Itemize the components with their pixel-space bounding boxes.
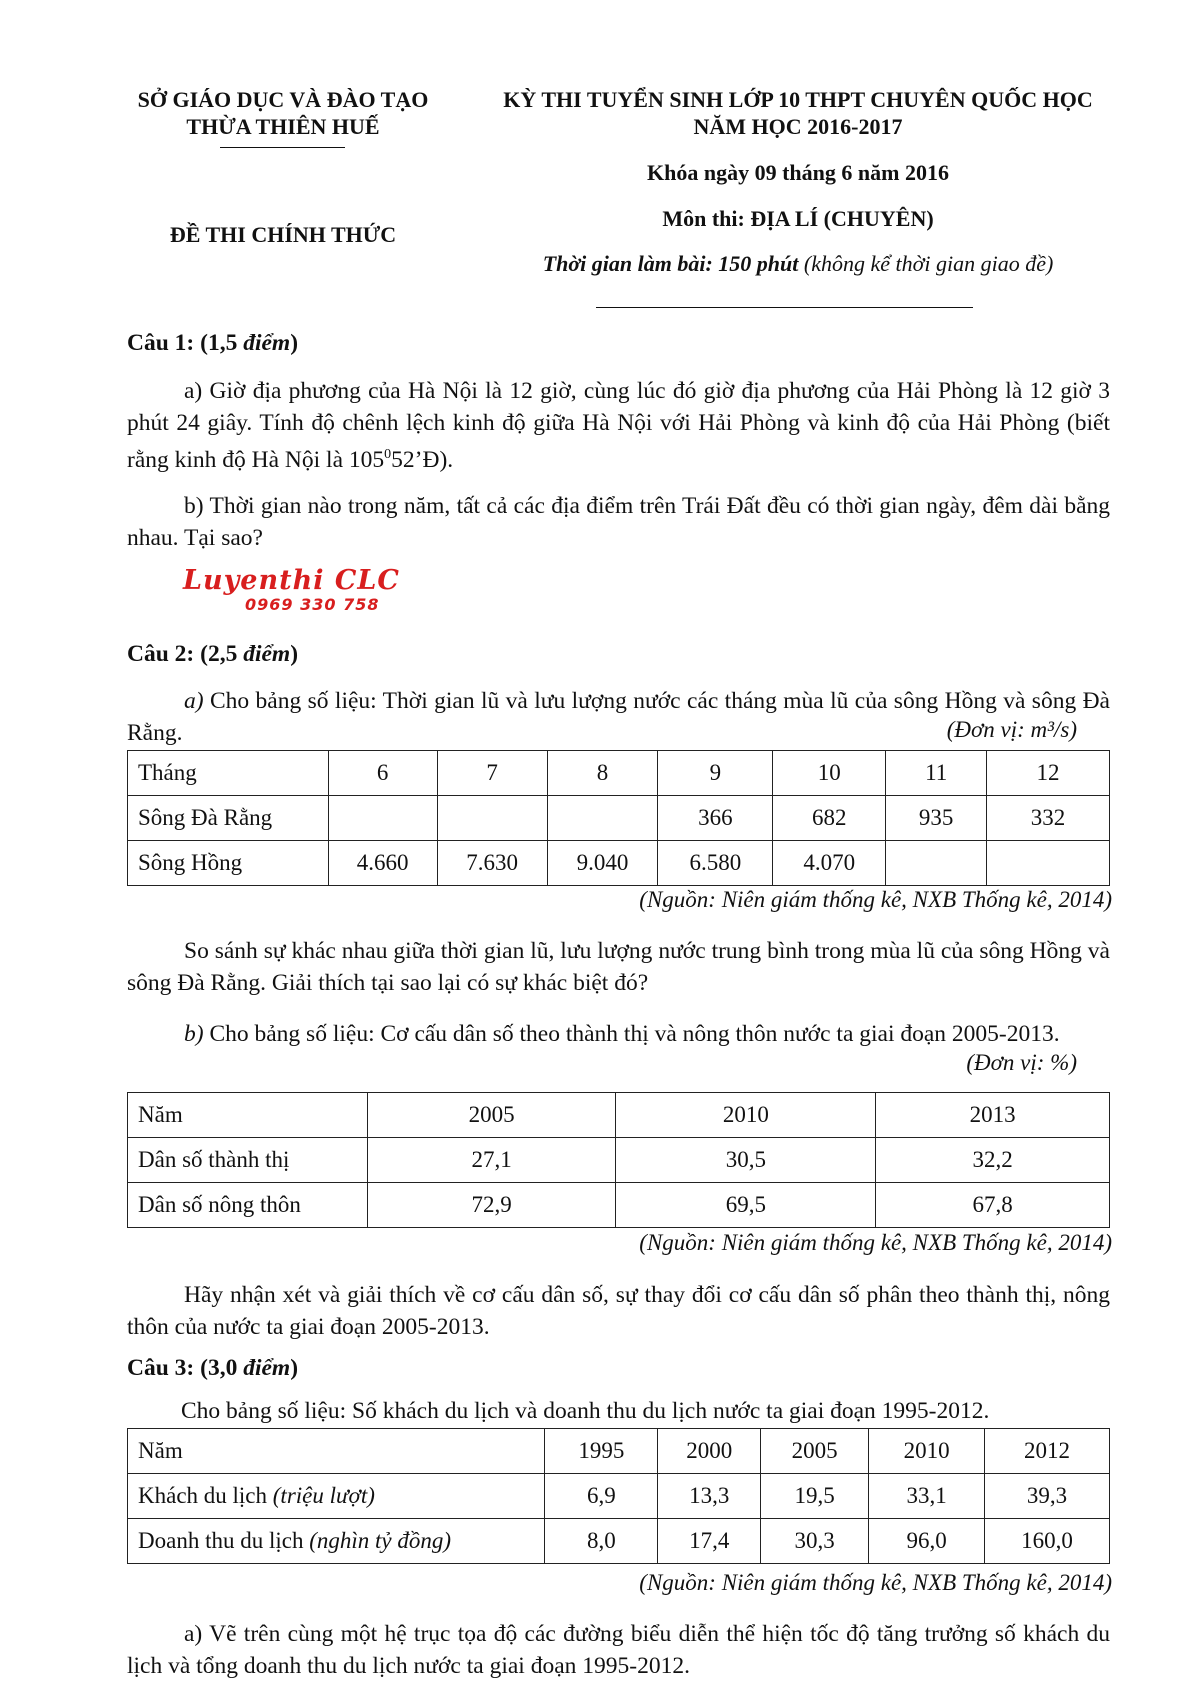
table-header-cell: 7 [437, 751, 547, 796]
question-3-intro: Cho bảng số liệu: Số khách du lịch và doanh thu du lịch nước ta giai đoạn 1995-2012. [181, 1398, 990, 1424]
table-row [128, 1093, 1110, 1138]
table-cell: 13,3 [658, 1474, 761, 1519]
table-row-label: Khách du lịch (triệu lượt) [128, 1474, 545, 1519]
exam-subject: Môn thi: ĐỊA LÍ (CHUYÊN) [662, 206, 934, 231]
table-cell: 160,0 [985, 1519, 1110, 1564]
population-structure-table [127, 1092, 1110, 1228]
school-year: NĂM HỌC 2016-2017 [693, 114, 903, 139]
table-header-cell: 11 [886, 751, 987, 796]
table-cell: 30,3 [761, 1519, 869, 1564]
table-cell: 27,1 [367, 1138, 616, 1183]
official-exam-label: ĐỀ THI CHÍNH THỨC [169, 222, 397, 247]
table-2-source: (Nguồn: Niên giám thống kê, NXB Thống kê, 2014) [639, 1230, 1112, 1255]
table-cell [328, 796, 437, 841]
table-cell: 366 [658, 796, 773, 841]
exam-title: KỲ THI TUYỂN SINH LỚP 10 THPT CHUYÊN QUỐC HỌC [503, 87, 1093, 112]
duration-bold: Thời gian làm bài: 150 phút [542, 251, 799, 276]
table-cell: 8,0 [545, 1519, 658, 1564]
table-cell: 4.070 [773, 841, 886, 886]
question-2a-question: So sánh sự khác nhau giữa thời gian lũ, lưu lượng nước trung bình trong mùa lũ của sông Hồng và sông Đà Rằng. Giải thích tại sao lại có sự khác biệt đó? [127, 938, 1110, 996]
table-cell: 96,0 [869, 1519, 985, 1564]
table-row [128, 841, 1110, 886]
table-header-cell: Năm [128, 1429, 545, 1474]
question-1b: b) Thời gian nào trong năm, tất cả các địa điểm trên Trái Đất đều có thời gian ngày, đêm dài bằng nhau. Tại sao? [127, 493, 1110, 551]
table-header-cell: 12 [987, 751, 1110, 796]
table-cell: 32,2 [876, 1138, 1110, 1183]
duration-note: (không kể thời gian giao đề) [798, 251, 1054, 276]
table-cell: 72,9 [367, 1183, 616, 1228]
question-1-title: Câu 1: (1,5 điểm) [127, 330, 299, 356]
province-name: THỪA THIÊN HUẾ [186, 114, 380, 139]
question-3-title: Câu 3: (3,0 điểm) [127, 1355, 299, 1381]
table-header-cell: 2000 [658, 1429, 761, 1474]
table-row-label: Doanh thu du lịch (nghìn tỷ đồng) [128, 1519, 545, 1564]
table-1-source: (Nguồn: Niên giám thống kê, NXB Thống kê, 2014) [639, 887, 1112, 912]
table-cell [886, 841, 987, 886]
table-header-cell: 2012 [985, 1429, 1110, 1474]
table-header-cell: 2005 [367, 1093, 616, 1138]
department-header [118, 86, 448, 140]
table-header-cell: 2013 [876, 1093, 1110, 1138]
table-header-cell: 2010 [869, 1429, 985, 1474]
table-cell [437, 796, 547, 841]
department-name: SỞ GIÁO DỤC VÀ ĐÀO TẠO [137, 87, 429, 112]
table-header-cell: 10 [773, 751, 886, 796]
table-cell: 6,9 [545, 1474, 658, 1519]
table-cell: 9.040 [547, 841, 658, 886]
table-row [128, 1429, 1110, 1474]
table-header-cell: Năm [128, 1093, 368, 1138]
tourism-table [127, 1428, 1110, 1564]
table-2-unit: (Đơn vị: %) [966, 1050, 1077, 1075]
table-cell: 7.630 [437, 841, 547, 886]
table-cell: 935 [886, 796, 987, 841]
table-header-cell: 2010 [616, 1093, 876, 1138]
table-cell: 17,4 [658, 1519, 761, 1564]
question-2b-intro: b) Cho bảng số liệu: Cơ cấu dân số theo thành thị và nông thôn nước ta giai đoạn 2005-2013. [184, 1021, 1060, 1047]
question-2b-question: Hãy nhận xét và giải thích về cơ cấu dân số, sự thay đổi cơ cấu dân số phân theo thành thị, nông thôn của nước ta giai đoạn 2005-2013. [127, 1282, 1110, 1340]
table-row [128, 751, 1110, 796]
luyenthi-watermark [183, 566, 413, 614]
table-cell: 682 [773, 796, 886, 841]
flood-flow-table [127, 750, 1110, 886]
exam-duration [460, 248, 1136, 280]
table-cell: 332 [987, 796, 1110, 841]
table-cell: 4.660 [328, 841, 437, 886]
table-cell: 39,3 [985, 1474, 1110, 1519]
table-cell: 67,8 [876, 1183, 1110, 1228]
question-2a-intro: a) Cho bảng số liệu: Thời gian lũ và lưu lượng nước các tháng mùa lũ của sông Hồng và sông Đà Rằng. [127, 688, 1110, 746]
table-cell: Sông Đà Rằng [128, 796, 329, 841]
table-header-cell: 8 [547, 751, 658, 796]
header-underline-right [596, 307, 973, 308]
watermark-name: Luyenthi CLC [183, 565, 400, 596]
table-row [128, 1183, 1110, 1228]
table-cell: Dân số thành thị [128, 1138, 368, 1183]
table-header-cell: Tháng [128, 751, 329, 796]
exam-header [460, 86, 1136, 140]
table-row [128, 1138, 1110, 1183]
table-header-cell: 2005 [761, 1429, 869, 1474]
table-cell: Sông Hồng [128, 841, 329, 886]
table-1-unit: (Đơn vị: m³/s) [946, 717, 1077, 742]
table-header-cell: 6 [328, 751, 437, 796]
table-row [128, 796, 1110, 841]
table-cell: Dân số nông thôn [128, 1183, 368, 1228]
question-1a: a) Giờ địa phương của Hà Nội là 12 giờ, cùng lúc đó giờ địa phương của Hải Phòng là 12 giờ 3 phút 24 giây. Tính độ chênh lệch kinh độ giữa Hà Nội với Hải Phòng và kinh độ của Hải Phòng (biết rằng kinh độ Hà Nội là $105^052’Đ$). [127, 378, 1110, 473]
table-cell: 33,1 [869, 1474, 985, 1519]
table-3-source: (Nguồn: Niên giám thống kê, NXB Thống kê, 2014) [639, 1570, 1112, 1595]
watermark-phone: 0969 330 758 [245, 595, 380, 614]
table-header-cell: 9 [658, 751, 773, 796]
table-cell: 69,5 [616, 1183, 876, 1228]
table-row [128, 1474, 1110, 1519]
table-cell: 6.580 [658, 841, 773, 886]
table-cell [547, 796, 658, 841]
table-header-cell: 1995 [545, 1429, 658, 1474]
header-underline-left [220, 147, 345, 148]
question-2-title: Câu 2: (2,5 điểm) [127, 641, 299, 667]
table-cell: 19,5 [761, 1474, 869, 1519]
question-3a: a) Vẽ trên cùng một hệ trục tọa độ các đường biểu diễn thể hiện tốc độ tăng trưởng số khách du lịch và tổng doanh thu du lịch nước ta giai đoạn 1995-2012. [127, 1621, 1110, 1679]
exam-date: Khóa ngày 09 tháng 6 năm 2016 [647, 160, 949, 185]
table-cell: 30,5 [616, 1138, 876, 1183]
table-cell [987, 841, 1110, 886]
table-row [128, 1519, 1110, 1564]
